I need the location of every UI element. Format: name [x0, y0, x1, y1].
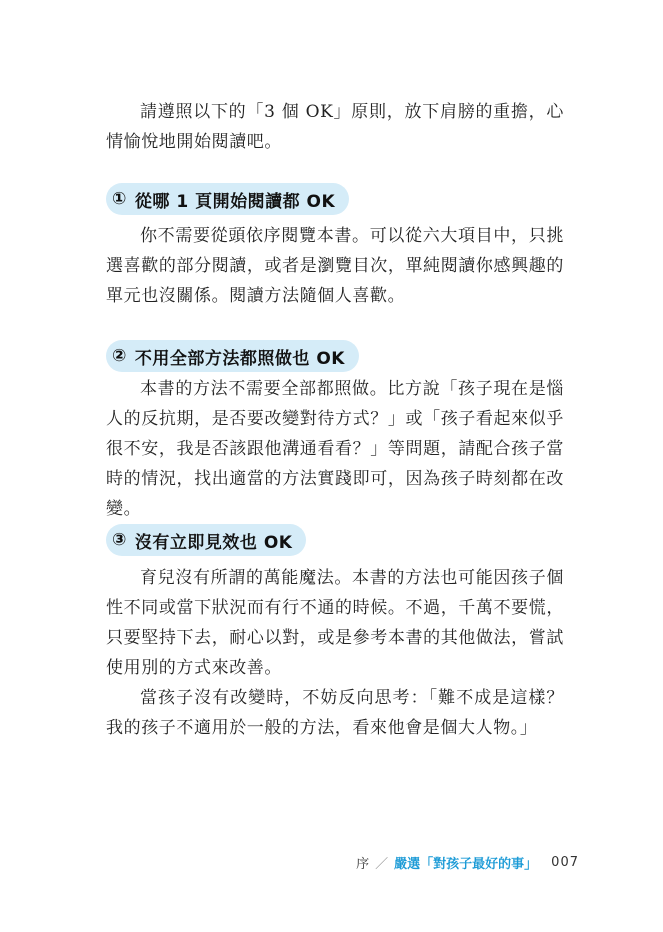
section-title-1: 從哪 1 頁開始閱讀都 OK	[134, 191, 336, 212]
intro-paragraph: 請遵照以下的「3 個 OK」原則，放下肩膀的重擔，心情愉悅地開始閱讀吧。	[106, 102, 564, 152]
footer-label: 序	[356, 857, 370, 872]
footer-separator: ／	[375, 857, 389, 872]
section-2-paragraph: 本書的方法不需要全部都照做。比方說「孩子現在是惱人的反抗期，是否要改變對待方式？」或「孩子看起來似乎很不安，我是否該跟他溝通看看？」等問題，請配合孩子當時的情況，找出適當的方法實踐即可，因為孩子時刻都在改變。	[106, 379, 564, 519]
footer-chapter-title: 嚴選「對孩子最好的事」	[394, 857, 538, 872]
section-3-paragraph-2: 當孩子沒有改變時，不妨反向思考：「難不成是這樣？我的孩子不適用於一般的方法，看來他會是個大人物。」	[106, 688, 564, 738]
section-number-2: ②	[112, 346, 127, 366]
section-title-2: 不用全部方法都照做也 OK	[134, 348, 345, 369]
page-footer	[356, 853, 579, 872]
section-heading-3	[106, 524, 306, 556]
section-title-3: 沒有立即見效也 OK	[134, 532, 293, 553]
section-heading-1	[106, 183, 349, 215]
section-number-1: ①	[112, 189, 127, 209]
section-number-3: ③	[112, 530, 127, 550]
section-heading-2	[106, 340, 359, 372]
section-3-paragraph-1: 育兒沒有所謂的萬能魔法。本書的方法也可能因孩子個性不同或當下狀況而有行不通的時候。不過，千萬不要慌，只要堅持下去，耐心以對，或是參考本書的其他做法，嘗試使用別的方式來改善。	[106, 568, 564, 678]
section-1-paragraph: 你不需要從頭依序閱覽本書。可以從六大項目中，只挑選喜歡的部分閱讀，或者是瀏覽目次，單純閱讀你感興趣的單元也沒關係。閱讀方法隨個人喜歡。	[106, 226, 564, 306]
page-number: 007	[551, 855, 579, 870]
